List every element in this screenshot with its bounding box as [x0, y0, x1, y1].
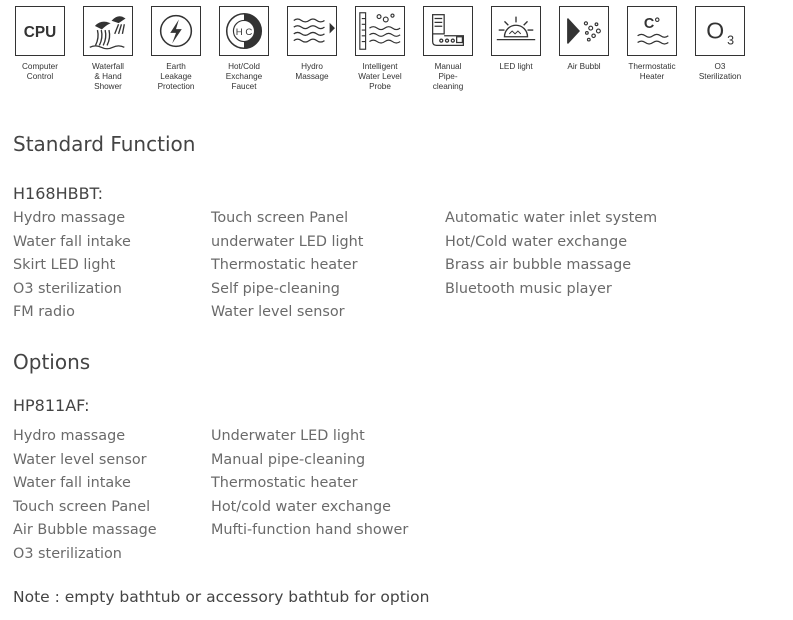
list-item: Thermostatic heater: [211, 257, 358, 274]
feature-thermostatic-heater: [622, 6, 682, 82]
feature-air-bubble: [554, 6, 614, 72]
feature-label: Thermostatic Heater: [628, 62, 676, 82]
option-note: Note : empty bathtub or accessory bathtub for option: [13, 588, 430, 606]
section-title-options: Options: [13, 350, 91, 374]
list-item: Water level sensor: [211, 304, 345, 321]
options-column-2: [211, 425, 408, 543]
svg-text:3: 3: [727, 33, 735, 48]
svg-text:C: C: [245, 26, 253, 38]
list-item: Water fall intake: [13, 233, 131, 250]
model-name-standard: H168HBBT:: [13, 184, 103, 203]
feature-label: O3 Sterilization: [698, 62, 742, 82]
list-item: O3 sterilization: [13, 280, 122, 297]
standard-column-3: [445, 207, 657, 301]
list-item: FM radio: [13, 304, 75, 321]
list-item: Water level sensor: [13, 451, 147, 468]
list-item: Hydro massage: [13, 428, 126, 444]
svg-text:C°: C°: [643, 16, 661, 33]
hydro-massage-icon: [287, 6, 337, 56]
list-item: Hot/cold water exchange: [211, 498, 391, 515]
feature-led-light: [486, 6, 546, 72]
list-item: Touch screen Panel: [211, 210, 349, 226]
list-item: Hydro massage: [13, 210, 126, 226]
list-item: Mufti-function hand shower: [211, 522, 409, 539]
list-item: Underwater LED light: [211, 428, 365, 444]
list-item: O3 sterilization: [13, 545, 122, 562]
feature-label: Earth Leakage Protection: [157, 62, 195, 92]
water-level-probe-icon: [355, 6, 405, 56]
svg-text:O: O: [706, 17, 725, 44]
waterfall-shower-icon: [83, 6, 133, 56]
list-item: Air Bubble massage: [13, 522, 157, 539]
feature-label: Computer Control: [22, 62, 58, 82]
list-item: Touch screen Panel: [13, 498, 151, 515]
hot-cold-faucet-icon: [219, 6, 269, 56]
feature-computer-control: [10, 6, 70, 82]
list-item: Self pipe-cleaning: [211, 280, 340, 297]
options-column-1: [13, 425, 157, 567]
pipe-cleaning-icon: [423, 6, 473, 56]
feature-hot-cold-faucet: [214, 6, 274, 93]
cpu-icon: [15, 6, 65, 56]
feature-label: Air Bubbl: [567, 62, 601, 71]
list-item: Manual pipe-cleaning: [211, 451, 366, 468]
air-bubble-icon: [559, 6, 609, 56]
feature-pipe-cleaning: [418, 6, 478, 93]
standard-column-1: [13, 207, 131, 325]
feature-waterfall-shower: [78, 6, 138, 93]
list-item: Thermostatic heater: [211, 475, 358, 492]
list-item: Bluetooth music player: [445, 280, 612, 297]
section-title-standard: Standard Function: [13, 132, 196, 156]
feature-label: Waterfall & Hand Shower: [92, 62, 124, 92]
standard-column-2: [211, 207, 363, 325]
feature-label: Intelligent Water Level Probe: [358, 62, 402, 92]
feature-label: Hydro Massage: [295, 62, 329, 82]
feature-label: Hot/Cold Exchange Faucet: [225, 62, 263, 92]
feature-earth-leakage: [146, 6, 206, 93]
list-item: Automatic water inlet system: [445, 210, 658, 226]
feature-label: Manual Pipe- cleaning: [432, 62, 464, 92]
feature-hydro-massage: [282, 6, 342, 82]
feature-label: LED light: [499, 62, 533, 71]
lightning-icon: [151, 6, 201, 56]
o3-sterilization-icon: [695, 6, 745, 56]
feature-water-level-probe: [350, 6, 410, 93]
list-item: underwater LED light: [211, 233, 364, 250]
list-item: Skirt LED light: [13, 257, 116, 274]
feature-o3-sterilization: [690, 6, 750, 82]
svg-text:CPU: CPU: [23, 23, 57, 41]
list-item: Water fall intake: [13, 475, 131, 492]
svg-text:H: H: [235, 26, 243, 38]
led-light-icon: [491, 6, 541, 56]
list-item: Hot/Cold water exchange: [445, 233, 628, 250]
thermostatic-heater-icon: [627, 6, 677, 56]
list-item: Brass air bubble massage: [445, 257, 632, 274]
model-name-options: HP811AF:: [13, 396, 90, 415]
feature-icon-row: [14, 6, 789, 98]
